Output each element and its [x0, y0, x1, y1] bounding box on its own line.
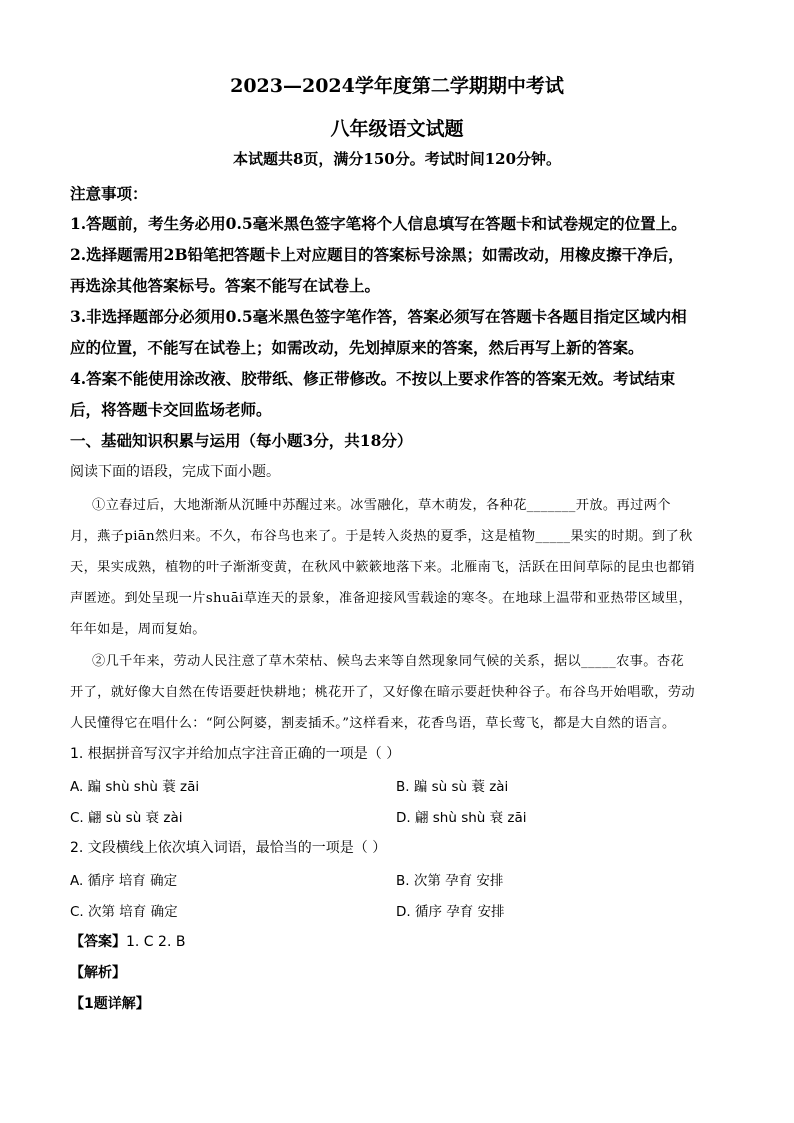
question-2-stem: 2. 文段横线上依次填入词语，最恰当的一项是（ ）: [70, 840, 387, 856]
passage-line: 天，果实成熟，植物的叶子渐渐变黄，在秋风中簌簌地落下来。北雁南飞，活跃在田间草际的昆虫也都销: [70, 560, 696, 575]
note-line: 再选涂其他答案标号。答案不能写在试卷上。: [70, 276, 381, 295]
question-2-option-a: A. 循序 培育 确定: [70, 873, 178, 889]
analysis-heading: 【解析】: [70, 965, 126, 981]
passage-line: ②几千年来，劳动人民注意了草木荣枯、候鸟去来等自然现象同气候的关系，据以_____农事。杏花: [92, 654, 685, 669]
section-heading: 一、基础知识积累与运用（每小题3分，共18分）: [70, 431, 413, 450]
question-2-option-c: C. 次第 培育 确定: [70, 904, 178, 920]
section-instruction: 阅读下面的语段，完成下面小题。: [70, 464, 280, 480]
passage-line: 月，燕子piān然归来。不久，布谷鸟也来了。于是转入炎热的夏季，这是植物_____果实的时期。到了秋: [70, 529, 693, 544]
passage-line: 开了，就好像大自然在传语要赶快耕地；桃花开了，又好像在暗示要赶快种谷子。布谷鸟开始唱歌，劳动: [70, 685, 696, 700]
question-2-option-b: B. 次第 孕育 安排: [396, 873, 504, 889]
answer-line: [70, 931, 730, 951]
question-1-option-b: B. 蹁 sù sù 蓑 zài: [396, 779, 509, 795]
detail-heading: 【1题详解】: [70, 996, 150, 1012]
paper-title: 八年级语文试题: [330, 118, 464, 140]
passage-line: ①立春过后，大地渐渐从沉睡中苏醒过来。冰雪融化，草木萌发，各种花_______开放。再过两个: [92, 498, 671, 513]
note-line: 1.答题前，考生务必用0.5毫米黑色签字笔将个人信息填写在答题卡和试卷规定的位置上。: [70, 214, 687, 233]
exam-title: 2023—2024学年度第二学期期中考试: [230, 75, 564, 97]
note-line: 应的位置，不能写在试卷上；如需改动，先划掉原来的答案，然后再写上新的答案。: [70, 338, 644, 357]
note-line: 4.答案不能使用涂改液、胶带纸、修正带修改。不按以上要求作答的答案无效。考试结束: [70, 369, 676, 388]
note-line: 2.选择题需用2B铅笔把答题卡上对应题目的答案标号涂黑；如需改动，用橡皮擦干净后，: [70, 245, 684, 264]
question-1-stem: 1. 根据拼音写汉字并给加点字注音正确的一项是（ ）: [70, 746, 401, 762]
question-1-option-d: D. 翩 shù shù 衰 zāi: [396, 810, 527, 826]
question-1-option-c: C. 翩 sù sù 衰 zài: [70, 810, 183, 826]
notes-heading: 注意事项：: [70, 184, 148, 203]
passage-line: 人民懂得它在唱什么：“阿公阿婆，割麦插禾。”这样看来，花香鸟语，草长莺飞，都是大自然的语言。: [70, 716, 676, 731]
answer-label: 【答案】: [70, 934, 126, 950]
exam-info: 本试题共8页，满分150分。考试时间120分钟。: [232, 150, 562, 168]
question-1-option-a: A. 蹁 shù shù 蓑 zāi: [70, 779, 200, 795]
answer-value: 1. C 2. B: [126, 934, 186, 950]
passage-line: 声匿迹。到处呈现一片shuāi草连天的景象，准备迎接风雪载途的寒冬。在地球上温带和亚热带区域里，: [70, 591, 693, 606]
passage-line: 年年如是，周而复始。: [70, 622, 206, 637]
question-2-option-d: D. 循序 孕育 安排: [396, 904, 505, 920]
note-line: 3.非选择题部分必须用0.5毫米黑色签字笔作答，答案必须写在答题卡各题目指定区域内相: [70, 307, 687, 326]
note-line: 后，将答题卡交回监场老师。: [70, 400, 272, 419]
